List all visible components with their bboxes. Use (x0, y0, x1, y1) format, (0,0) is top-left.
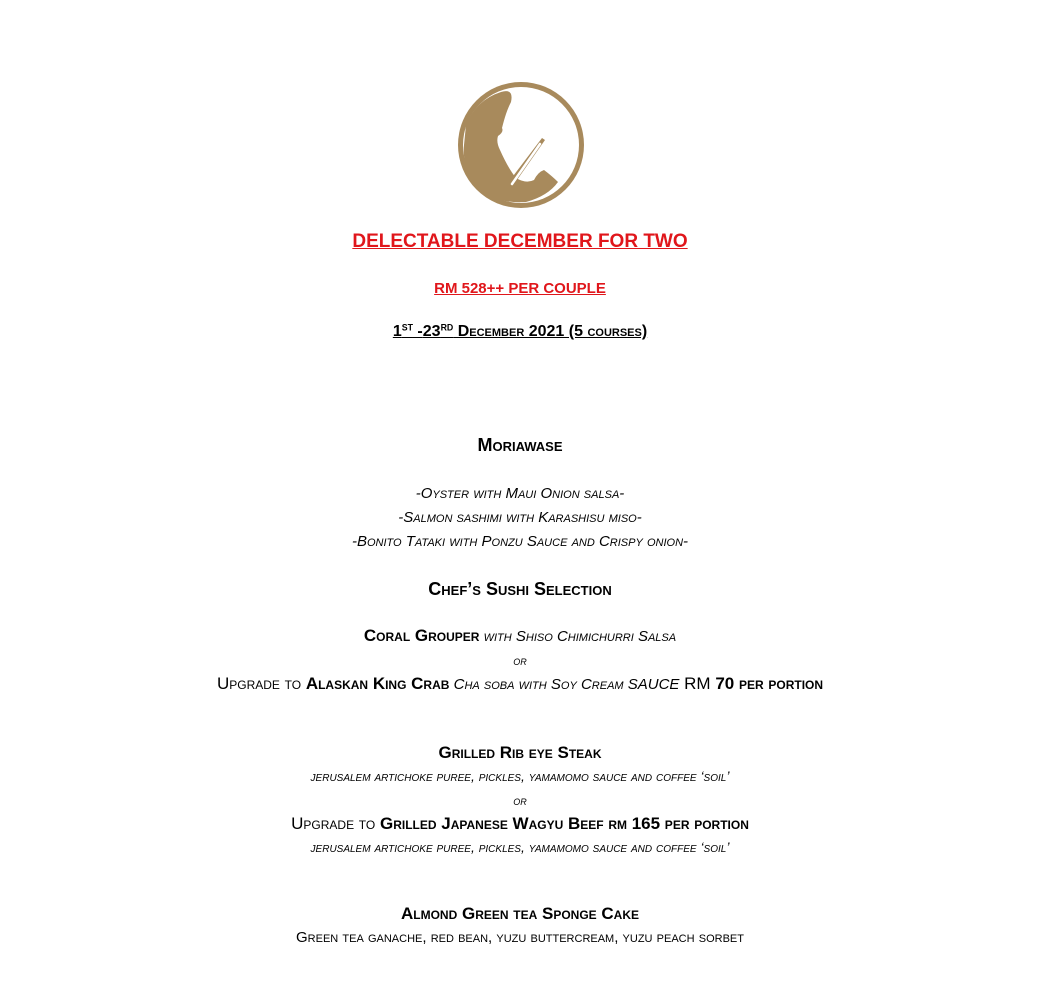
grouper-name: Coral Grouper (363, 626, 480, 645)
crab-suffix: per portion (734, 674, 824, 693)
date-rest: December 2021 (5 courses) (453, 323, 648, 340)
menu-dates (0, 323, 1040, 341)
upgrade-prefix: Upgrade to (291, 814, 380, 833)
crab-amount: 70 (715, 674, 735, 693)
or-separator: or (513, 793, 527, 808)
start-day-suffix: ST (401, 322, 413, 333)
end-day: 23 (422, 323, 441, 340)
course-title-sushi: Chef’s Sushi Selection (428, 579, 612, 599)
menu-title: DELECTABLE DECEMBER FOR TWO (352, 231, 688, 252)
course-title-moriawase: Moriawase (477, 435, 563, 455)
moriawase-item: -Bonito Tataki with Ponzu Sauce and Crispy onion- (351, 533, 689, 550)
steak-desc: jerusalem artichoke puree, pickles, yamamomo sauce and coffee ‘soil’ (310, 768, 730, 784)
dessert-desc: Green tea ganache, red bean, yuzu buttercream, yuzu peach sorbet (296, 929, 744, 946)
menu-price: RM 528++ PER COUPLE (434, 280, 606, 297)
crab-rm: RM (679, 674, 716, 693)
wagyu-upgrade-line (0, 814, 1040, 834)
wagyu-text: Grilled Japanese Wagyu Beef rm 165 per portion (379, 814, 749, 833)
upgrade-prefix: Upgrade to (216, 674, 306, 693)
crab-name: Alaskan King Crab (305, 674, 450, 693)
end-day-suffix: RD (440, 322, 454, 333)
date-separator: - (412, 323, 423, 340)
crab-upgrade-line (0, 674, 1040, 694)
moriawase-item: -Salmon sashimi with Karashisu miso- (398, 509, 642, 526)
start-day: 1 (392, 323, 402, 340)
or-separator: or (513, 653, 527, 668)
grouper-line (0, 626, 1040, 646)
grouper-desc: with Shiso Chimichurri Salsa (479, 628, 677, 645)
moriawase-item: -Oyster with Maui Onion salsa- (415, 485, 625, 502)
course-title-dessert: Almond Green tea Sponge Cake (400, 904, 640, 923)
chef-silhouette-logo-icon (456, 80, 586, 210)
wagyu-desc: jerusalem artichoke puree, pickles, yamamomo sauce and coffee ‘soil’ (310, 839, 730, 855)
crab-desc: Cha soba with Soy Cream SAUCE (449, 676, 680, 693)
course-title-steak: Grilled Rib eye Steak (438, 743, 602, 762)
